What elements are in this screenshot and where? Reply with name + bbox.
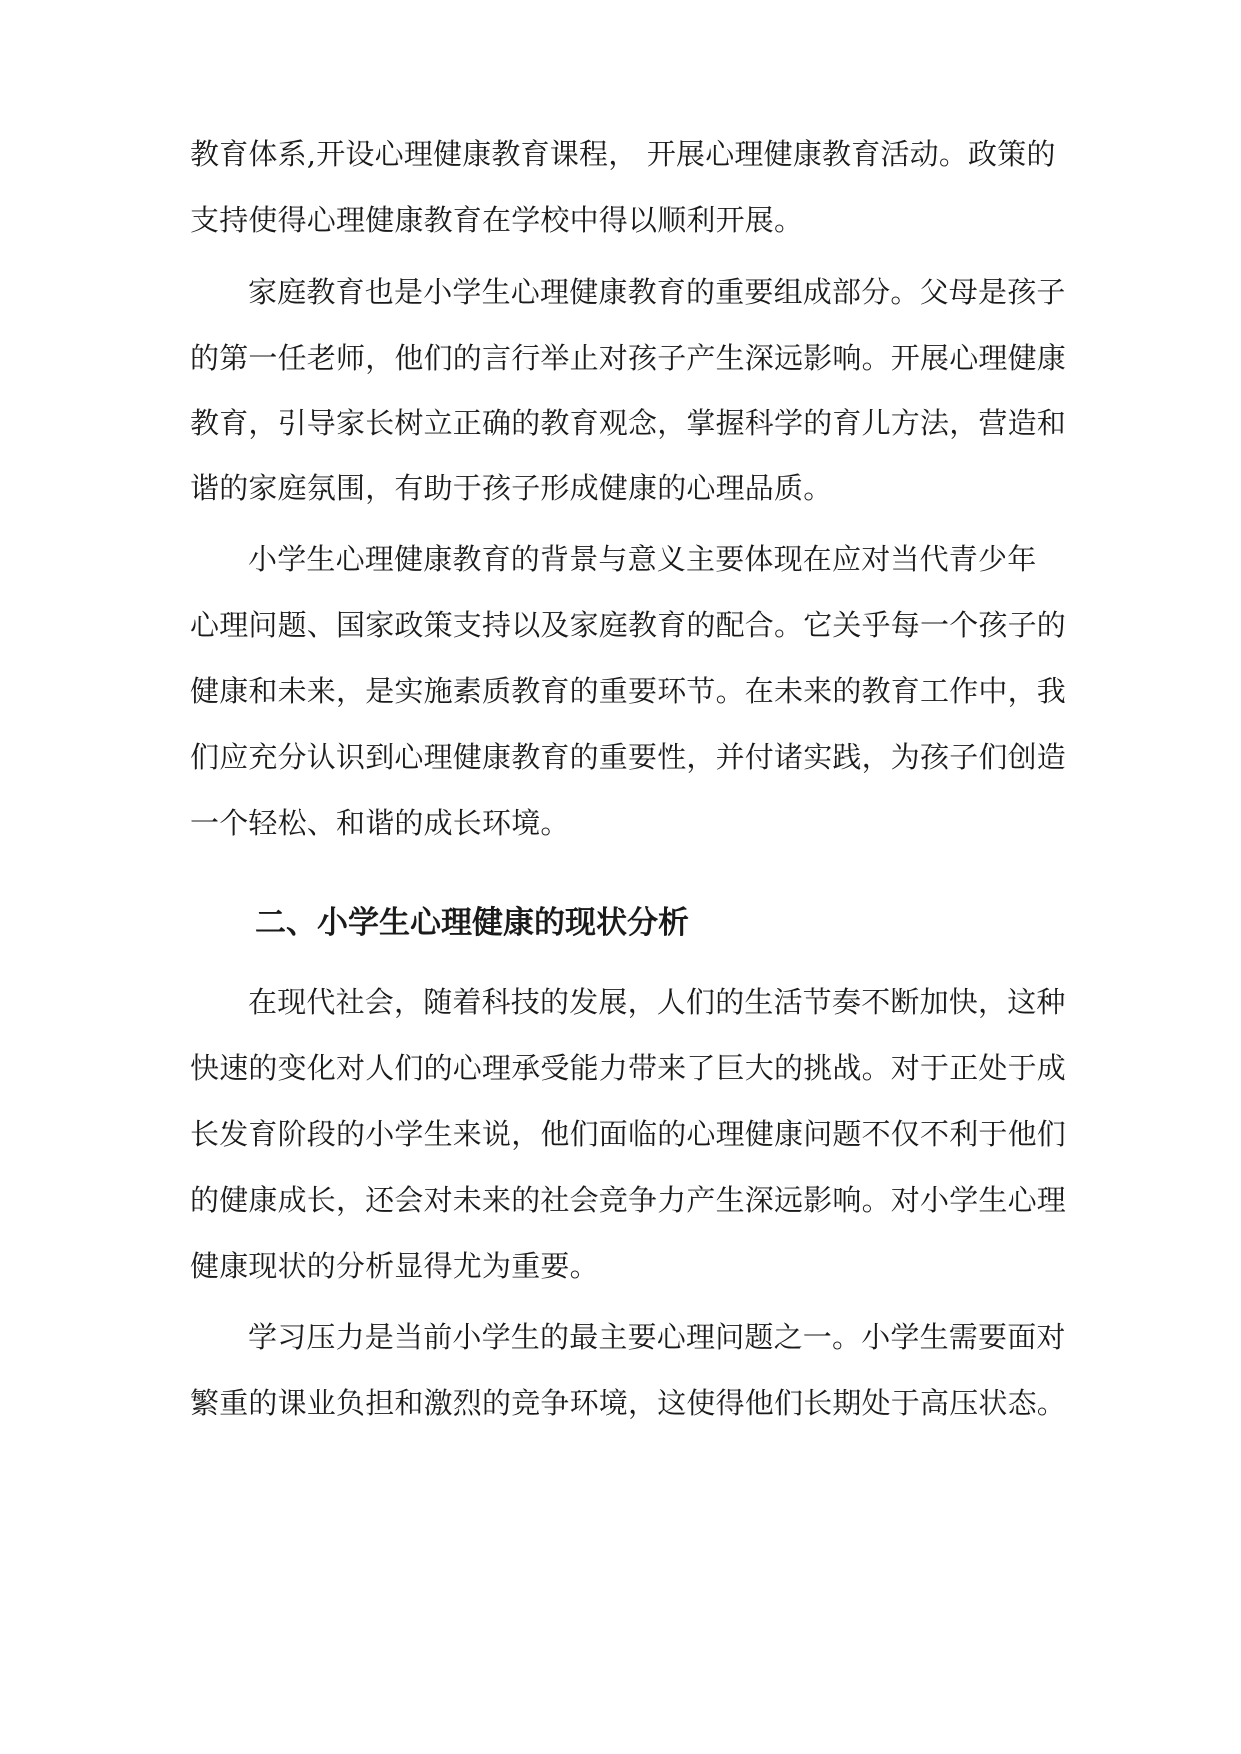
paragraph-3-line-4: 们应充分认识到心理健康教育的重要性，并付诸实践，为孩子们创造 bbox=[190, 740, 1067, 774]
paragraph-4-line-2: 快速的变化对人们的心理承受能力带来了巨大的挑战。对于正处于成 bbox=[190, 1051, 1067, 1085]
paragraph-3-line-3: 健康和未来，是实施素质教育的重要环节。在未来的教育工作中，我 bbox=[190, 674, 1067, 708]
section-heading: 二、小学生心理健康的现状分析 bbox=[255, 905, 689, 941]
paragraph-3-line-2: 心理问题、国家政策支持以及家庭教育的配合。它关乎每一个孩子的 bbox=[190, 608, 1067, 642]
paragraph-1-line-2: 支持使得心理健康教育在学校中得以顺利开展。 bbox=[190, 203, 804, 237]
paragraph-4-line-1: 在现代社会，随着科技的发展，人们的生活节奏不断加快，这种 bbox=[248, 985, 1066, 1019]
paragraph-4-line-4: 的健康成长，还会对未来的社会竞争力产生深远影响。对小学生心理 bbox=[190, 1183, 1067, 1217]
paragraph-5-line-1: 学习压力是当前小学生的最主要心理问题之一。小学生需要面对 bbox=[248, 1320, 1066, 1354]
paragraph-5-line-2: 繁重的课业负担和激烈的竞争环境，这使得他们长期处于高压状态。 bbox=[190, 1386, 1067, 1420]
paragraph-2-line-4: 谐的家庭氛围，有助于孩子形成健康的心理品质。 bbox=[190, 471, 833, 505]
paragraph-4-line-3: 长发育阶段的小学生来说，他们面临的心理健康问题不仅不利于他们 bbox=[190, 1117, 1067, 1151]
paragraph-1-line-1: 教育体系,开设心理健康教育课程， 开展心理健康教育活动。政策的 bbox=[190, 137, 1056, 171]
paragraph-2-line-1: 家庭教育也是小学生心理健康教育的重要组成部分。父母是孩子 bbox=[248, 275, 1066, 309]
paragraph-2-line-2: 的第一任老师，他们的言行举止对孩子产生深远影响。开展心理健康 bbox=[190, 341, 1067, 375]
paragraph-4-line-5: 健康现状的分析显得尤为重要。 bbox=[190, 1249, 599, 1283]
paragraph-3-line-5: 一个轻松、和谐的成长环境。 bbox=[190, 806, 570, 840]
paragraph-2-line-3: 教育，引导家长树立正确的教育观念，掌握科学的育儿方法，营造和 bbox=[190, 406, 1067, 440]
paragraph-3-line-1: 小学生心理健康教育的背景与意义主要体现在应对当代青少年 bbox=[248, 542, 1037, 576]
